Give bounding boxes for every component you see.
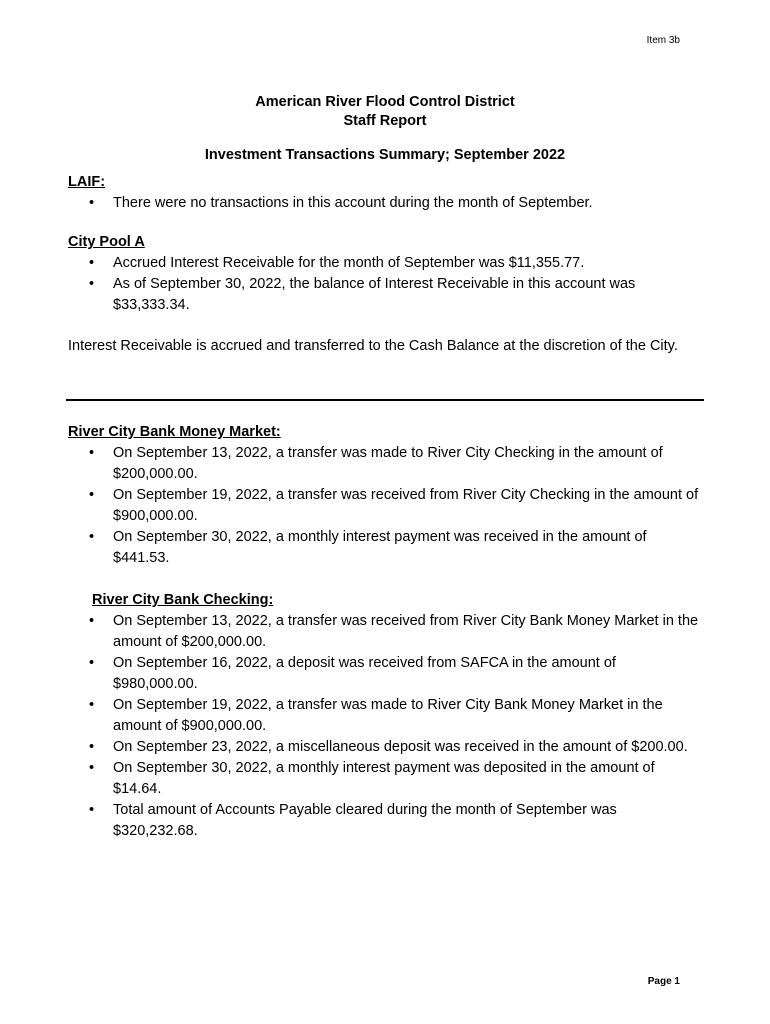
list-item (68, 611, 704, 653)
list-item (68, 695, 704, 737)
bullet-icon: • (89, 487, 95, 503)
city-pool-title: City Pool A (68, 234, 145, 250)
bullet-icon: • (89, 195, 95, 211)
list-item (68, 443, 704, 485)
bullet-icon: • (89, 445, 95, 461)
bullet-icon: • (89, 802, 95, 818)
list-item (68, 758, 704, 800)
list-item (68, 485, 704, 527)
section-divider (66, 399, 704, 401)
list-item (68, 274, 704, 316)
money-market-section (68, 422, 704, 569)
list-item (68, 253, 704, 274)
document-header (0, 93, 770, 131)
list-item-text: On September 30, 2022, a monthly interest payment was received in the amount of $441.53. (113, 529, 647, 566)
list-item-text: Accrued Interest Receivable for the month of September was $11,355.77. (113, 255, 585, 271)
list-item-text: There were no transactions in this account during the month of September. (113, 195, 593, 211)
bullet-icon: • (89, 739, 95, 755)
list-item (68, 800, 704, 842)
list-item-text: On September 19, 2022, a transfer was made to River City Bank Money Market in the amount of $900,000.00. (113, 697, 663, 734)
money-market-bullet-list (68, 443, 704, 569)
list-item-text: On September 19, 2022, a transfer was received from River City Checking in the amount of $900,000.00. (113, 487, 699, 524)
bullet-icon: • (89, 760, 95, 776)
money-market-title: River City Bank Money Market: (68, 424, 281, 440)
list-item (68, 653, 704, 695)
list-item-text: On September 13, 2022, a transfer was made to River City Checking in the amount of $200,000.00. (113, 445, 663, 482)
laif-bullet-list (68, 193, 704, 214)
list-item-text: On September 16, 2022, a deposit was received from SAFCA in the amount of $980,000.00. (113, 655, 616, 692)
city-pool-note-block (68, 336, 704, 357)
bullet-icon: • (89, 613, 95, 629)
list-item-text: On September 23, 2022, a miscellaneous deposit was received in the amount of $200.00. (113, 739, 688, 755)
bullet-icon: • (89, 276, 95, 292)
organization-name: American River Flood Control District (255, 94, 515, 110)
report-subtitle: Investment Transactions Summary; September 2022 (204, 147, 566, 163)
list-item-text: On September 30, 2022, a monthly interest payment was deposited in the amount of $14.64. (113, 760, 655, 797)
page-number: Page 1 (647, 976, 680, 987)
laif-section (68, 172, 704, 214)
list-item-text: Total amount of Accounts Payable cleared during the month of September was $320,232.68. (113, 802, 617, 839)
checking-title: River City Bank Checking: (92, 592, 274, 608)
city-pool-section (68, 232, 704, 316)
list-item-text: As of September 30, 2022, the balance of Interest Receivable in this account was $33,333.34. (113, 276, 636, 313)
item-label: Item 3b (646, 35, 680, 46)
list-item (68, 193, 704, 214)
checking-section (68, 590, 704, 842)
city-pool-bullet-list (68, 253, 704, 316)
bullet-icon: • (89, 697, 95, 713)
list-item-text: On September 13, 2022, a transfer was received from River City Bank Money Market in the amount of $200,000.00. (113, 613, 699, 650)
bullet-icon: • (89, 529, 95, 545)
checking-bullet-list (68, 611, 704, 842)
report-title: Staff Report (343, 113, 427, 129)
laif-title: LAIF: (68, 174, 106, 190)
city-pool-note: Interest Receivable is accrued and transferred to the Cash Balance at the discretion of the City. (68, 338, 678, 354)
list-item (68, 527, 704, 569)
list-item (68, 737, 704, 758)
bullet-icon: • (89, 655, 95, 671)
bullet-icon: • (89, 255, 95, 271)
